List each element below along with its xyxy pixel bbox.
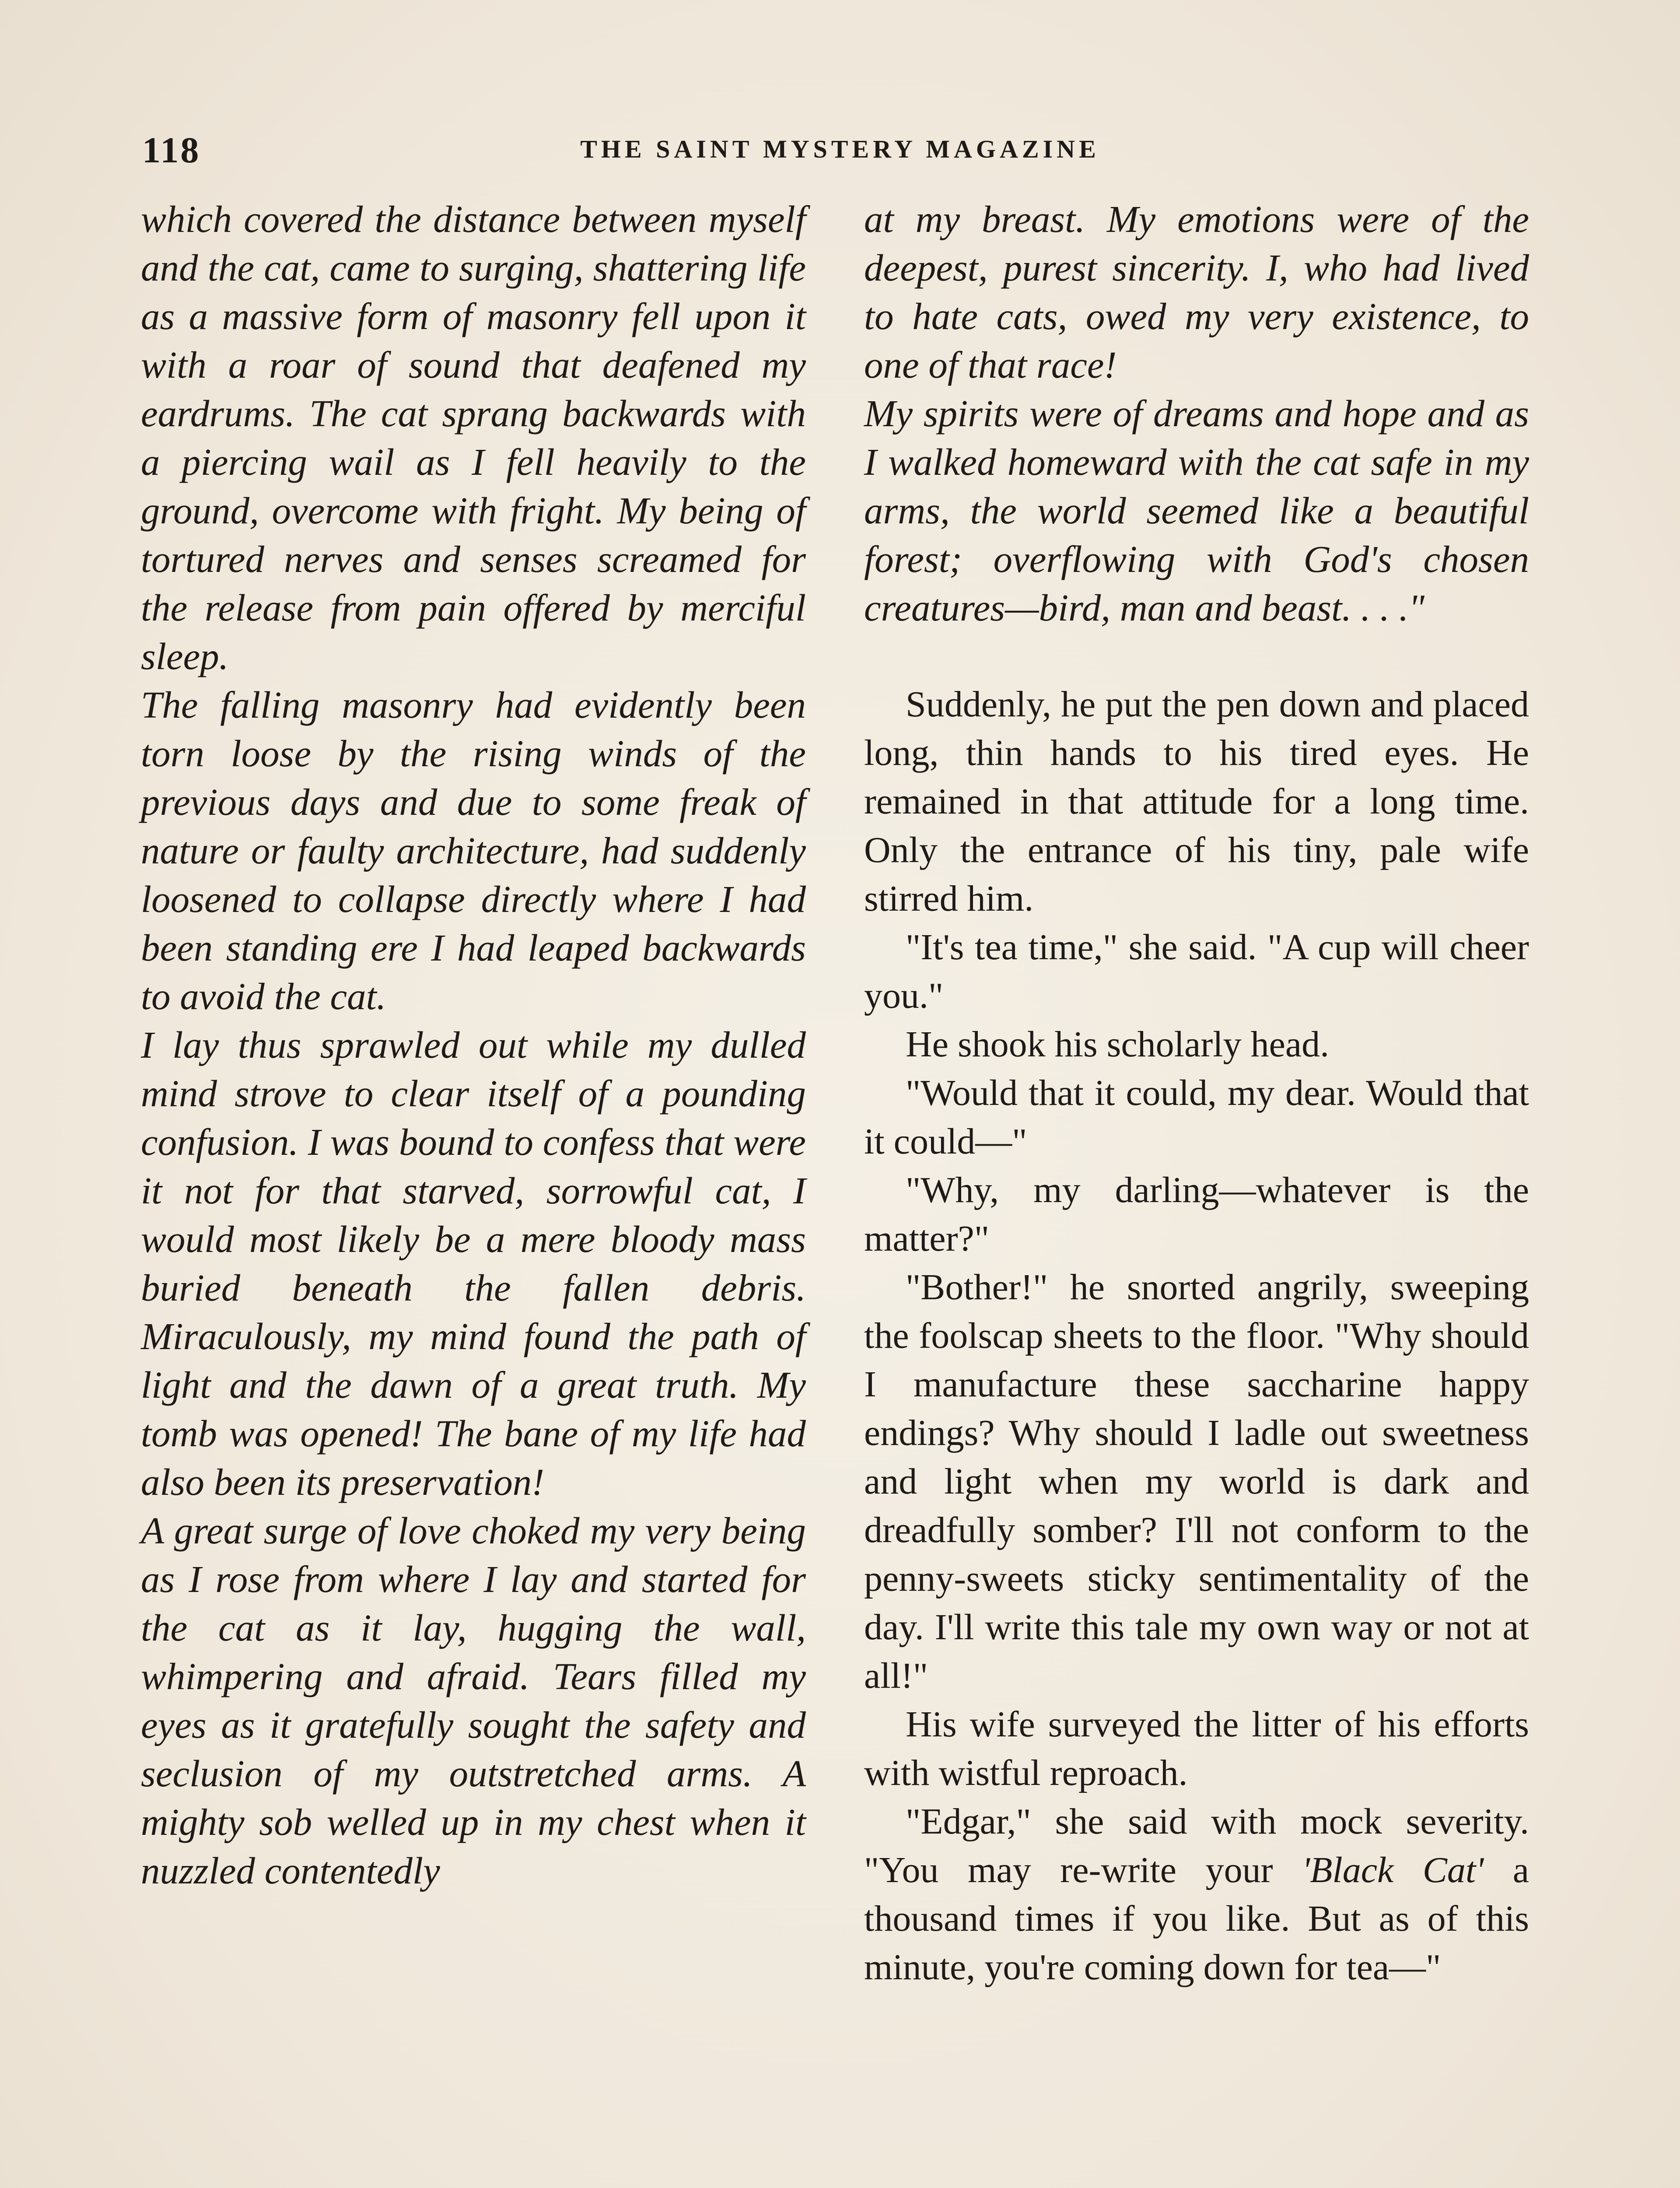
frame-narrative [864,680,1529,1992]
story-paragraph: A great surge of love choked my very being as I rose from where I lay and started for the cat as it lay, hugging the wall, whimpering and afraid. Tears filled my eyes as it gratefully sought the safety and seclusion of my outstretched arms. A mighty sob welled up in my chest when it nuzzled contentedly [141,1509,806,1892]
narrative-paragraph: "Would that it could, my dear. Would that it could—" [864,1073,1529,1162]
narrative-paragraph: His wife surveyed the litter of his efforts with wistful reproach. [864,1704,1529,1793]
page-header [142,129,1538,171]
page-number: 118 [142,130,201,171]
running-title: THE SAINT MYSTERY MAGAZINE [580,135,1100,163]
narrative-paragraph: "Why, my darling—whatever is the matter?" [864,1170,1529,1259]
narrative-paragraph-final [864,1797,1529,1992]
story-paragraph: My spirits were of dreams and hope and as I walked homeward with the cat safe in my arms, the world seemed like a beautiful forest; overflowing with God's chosen creatures—bird, man and beast. . . ." [864,392,1529,629]
story-continuation [864,195,1529,632]
story-title-reference: 'Black Cat' [1302,1850,1484,1890]
story-paragraph: I lay thus sprawled out while my dulled mind strove to clear itself of a pounding confusion. I was bound to confess that were it not for that starved, sorrowful cat, I would most likely be a mere bloody mass buried beneath the fallen debris. Miraculously, my mind found the path of light and the dawn of a great truth. My tomb was opened! The bane of my life had also been its preservation! [141,1024,806,1503]
narrative-paragraph: "It's tea time," she said. "A cup will cheer you." [864,927,1529,1016]
narrative-paragraph: Suddenly, he put the pen down and placed long, thin hands to his tired eyes. He remained in that attitude for a long time. Only the entrance of his tiny, pale wife stirred him. [864,684,1529,919]
story-paragraph: at my breast. My emotions were of the deepest, purest sincerity. I, who had lived to hate cats, owed my very existence, to one of that race! [864,198,1529,386]
story-paragraph: The falling masonry had evidently been torn loose by the rising winds of the previous days and due to some freak of nature or faulty architecture, had suddenly loosened to collapse directly where I had been standing ere I had leaped backwards to avoid the cat. [141,684,806,1017]
final-text-before: "Edgar," she said with mock severity. "You may re-write your [864,1801,1529,1890]
story-paragraph: which covered the distance between myself and the cat, came to surging, shattering life as a massive form of masonry fell upon it with a roar of sound that deafened my eardrums. The cat sprang backwards with a piercing wail as I fell heavily to the ground, overcome with fright. My being of tortured nerves and senses screamed for the release from pain offered by merciful sleep. [141,198,806,677]
section-break [864,632,1529,680]
right-column [864,195,1529,1992]
narrative-paragraph: He shook his scholarly head. [906,1024,1330,1065]
narrative-paragraph: "Bother!" he snorted angrily, sweeping the foolscap sheets to the floor. "Why should I manufacture these saccharine happy endings? Why should I ladle out sweetness and light when my world is dark and dreadfully somber? I'll not conform to the penny-sweets sticky sentimentality of the day. I'll write this tale my own way or not at all!" [864,1267,1529,1696]
final-text-after: a thousand times if you like. But as of this minute, you're coming down for tea—" [864,1850,1529,1988]
left-column [141,195,806,1895]
